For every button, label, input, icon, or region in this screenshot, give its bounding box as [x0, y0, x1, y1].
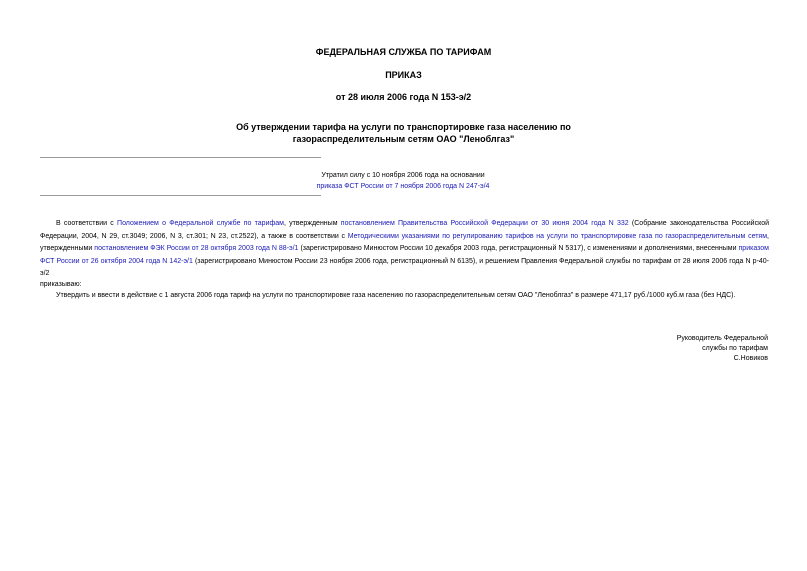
preamble-text-2: , утвержденным	[283, 220, 341, 227]
preamble-text-4: , утвержденными	[40, 232, 769, 253]
order-verb: приказываю:	[40, 281, 82, 288]
decision-paragraph: Утвердить и ввести в действие с 1 августа 2006 года тариф на услуги по транспортировке газа населению по газораспределительным сетям ОАО "Леноблгаз" в размере 471,17 руб./1000 куб.м газа (без НДС).	[56, 292, 736, 299]
preamble-paragraph	[40, 218, 769, 281]
fst-order-link[interactable]: приказом ФСТ России от 26 октября 2004 года N 142-э/1	[40, 245, 769, 265]
document-type-heading: ПРИКАЗ	[385, 70, 422, 80]
document-title	[0, 121, 807, 145]
government-decree-link[interactable]: постановлением Правительства Российской Федерации от 30 июня 2004 года N 332	[340, 220, 629, 227]
signatory-title-line-1: Руководитель Федеральной	[676, 335, 768, 342]
signatory-name: С.Новиков	[733, 355, 768, 362]
fst-regulation-link[interactable]: Положением о Федеральной службе по тарифам	[117, 220, 284, 227]
status-note-text: Утратил силу с 10 ноября 2006 года на основании	[321, 172, 485, 179]
divider-bottom	[40, 195, 321, 196]
preamble-text-1: В соответствии с	[56, 220, 118, 227]
fek-decree-link[interactable]: постановлением ФЭК России от 28 октября 2003 года N 88-э/1	[94, 245, 299, 253]
preamble-text-3: (Собрание законодательства Российской Федерации, 2004, N 29, ст.3049; 2006, N 3, ст.301; N 23, ст.2522), а также в соответствии с	[40, 220, 770, 240]
document-date-number: от 28 июля 2006 года N 153-э/2	[335, 92, 472, 102]
status-note-link-row	[300, 181, 506, 192]
organization-heading: ФЕДЕРАЛЬНАЯ СЛУЖБА ПО ТАРИФАМ	[315, 47, 492, 57]
preamble-text-5: (зарегистрировано Минюстом России 10 декабря 2003 года, регистрационный N 5317), с изменениями и дополнениями, внесенными	[298, 245, 739, 253]
methodical-guidelines-link[interactable]: Методическими указаниями по регулированию тарифов на услуги по транспортировке газа по газораспределительным сетям	[347, 232, 768, 240]
preamble-text-6: (зарегистрировано Минюстом России 23 ноября 2006 года, регистрационный N 6135), и решением Правления Федеральной службы по тарифам от 28 июля 2006 года N р-40-э/2	[40, 257, 770, 278]
signatory-title-line-2: службы по тарифам	[702, 345, 768, 352]
document-title-line-2: газораспределительным сетям ОАО "Леноблгаз"	[292, 134, 515, 144]
repeal-order-link[interactable]: приказа ФСТ России от 7 ноября 2006 года N 247-э/4	[316, 183, 490, 190]
document-title-line-1: Об утверждении тарифа на услуги по транспортировке газа населению по	[236, 122, 571, 132]
divider-top	[40, 157, 321, 158]
